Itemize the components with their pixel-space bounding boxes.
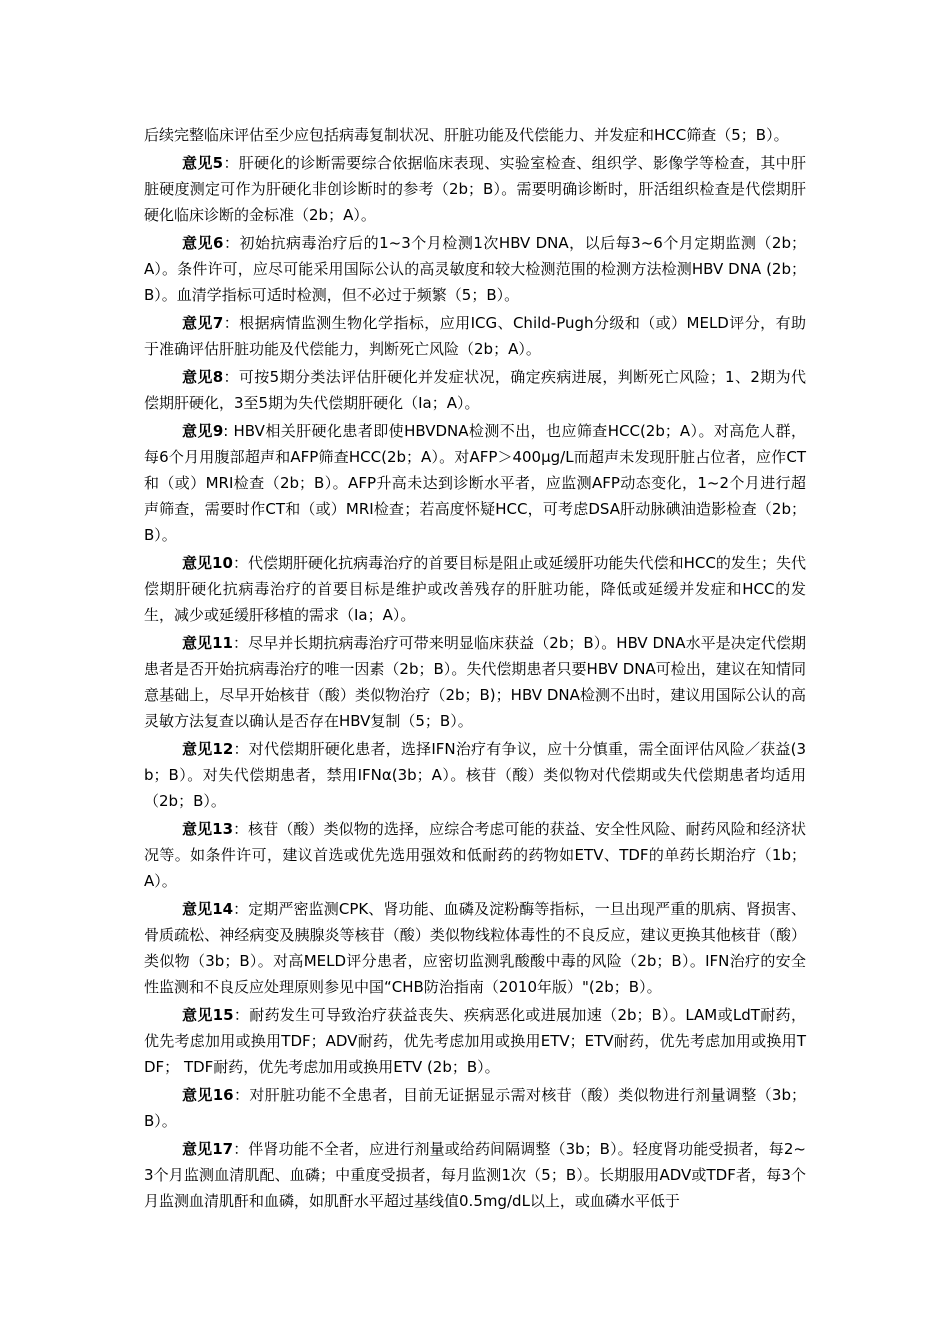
paragraph-text: 后续完整临床评估至少应包括病毒复制状况、肝脏功能及代偿能力、并发症和HCC筛查（5；B）。 [144, 126, 789, 144]
paragraph-text: ：耐药发生可导致治疗获益丧失、疾病恶化或进展加速（2b；B）。LAM或LdT耐药，优先考虑加用或换用TDF；ADV耐药，优先考虑加用或换用ETV；ETV耐药，优先考虑加用或换用TDF； TDF耐药，优先考虑加用或换用ETV (2b；B）。 [144, 1006, 806, 1076]
paragraph-opinion-16 [144, 1082, 806, 1134]
paragraph-text: ：初始抗病毒治疗后的1~3个月检测1次HBV DNA，以后每3~6个月定期监测（2b；A）。条件许可，应尽可能采用国际公认的高灵敏度和较大检测范围的检测方法检测HBV DNA (2b；B）。血清学指标可适时检测，但不必过于频繁（5；B）。 [144, 234, 807, 304]
paragraph-text: ：核苷（酸）类似物的选择，应综合考虑可能的获益、安全性风险、耐药风险和经济状况等。如条件许可，建议首选或优先选用强效和低耐药的药物如ETV、TDF的单药长期治疗（1b；A）。 [144, 820, 806, 890]
opinion-label: 意见8 [182, 368, 224, 386]
opinion-label: 意见15 [182, 1006, 234, 1024]
paragraph-opinion-5 [144, 150, 806, 228]
paragraph-text: ：肝硬化的诊断需要综合依据临床表现、实验室检查、组织学、影像学等检查，其中肝脏硬度测定可作为肝硬化非创诊断时的参考（2b；B）。需要明确诊断时，肝活组织检查是代偿期肝硬化临床诊断的金标准（2b；A）。 [144, 154, 806, 224]
paragraph-text: : HBV相关肝硬化患者即使HBVDNA检测不出，也应筛查HCC(2b；A）。对高危人群，每6个月用腹部超声和AFP筛查HCC(2b；A）。对AFP＞400μg/L而超声未发现肝脏占位者，应作CT和（或）MRI检查（2b；B）。AFP升高未达到诊断水平者，应监测AFP动态变化，1~2个月进行超声筛查，需要时作CT和（或）MRI检查；若高度怀疑HCC，可考虑DSA肝动脉碘油造影检查（2b；B）。 [144, 422, 806, 544]
opinion-label: 意见17 [182, 1140, 234, 1158]
opinion-label: 意见13 [182, 820, 234, 838]
paragraph-text: ：代偿期肝硬化抗病毒治疗的首要目标是阻止或延缓肝功能失代偿和HCC的发生；失代偿期肝硬化抗病毒治疗的首要目标是维护或改善残存的肝脏功能，降低或延缓并发症和HCC的发生，减少或延缓肝移植的需求（Ia；A）。 [144, 554, 806, 624]
paragraph-text: ：伴肾功能不全者，应进行剂量或给药间隔调整（3b；B）。轻度肾功能受损者，每2~3个月监测血清肌配、血磷；中重度受损者，每月监测1次（5；B）。长期服用ADV或TDF者，每3个月监测血清肌酐和血磷，如肌酐水平超过基线值0.5mg/dL以上，或血磷水平低于 [144, 1140, 806, 1210]
paragraph-opinion-15 [144, 1002, 806, 1080]
opinion-label: 意见14 [182, 900, 234, 918]
paragraph-opinion-11 [144, 630, 806, 734]
paragraph-opinion-9 [144, 418, 806, 548]
paragraph-opinion-17 [144, 1136, 806, 1214]
paragraph-text: ：尽早并长期抗病毒治疗可带来明显临床获益（2b；B）。HBV DNA水平是决定代偿期患者是否开始抗病毒治疗的唯一因素（2b；B）。失代偿期患者只要HBV DNA可检出，建议在知情同意基础上，尽早开始核苷（酸）类似物治疗（2b；B)；HBV DNA检测不出时，建议用国际公认的高灵敏方法复查以确认是否存在HBV复制（5；B）。 [144, 634, 807, 730]
paragraph-text: ：对肝脏功能不全患者，目前无证据显示需对核苷（酸）类似物进行剂量调整（3b；B）。 [144, 1086, 807, 1130]
paragraph-text: ：根据病情监测生物化学指标，应用ICG、Child-Pugh分级和（或）MELD评分，有助于准确评估肝脏功能及代偿能力，判断死亡风险（2b；A）。 [144, 314, 806, 358]
paragraph-continuation [144, 122, 806, 148]
paragraph-opinion-6 [144, 230, 806, 308]
paragraph-opinion-14 [144, 896, 806, 1000]
opinion-label: 意见10 [182, 554, 233, 572]
paragraph-text: ：对代偿期肝硬化患者，选择IFN治疗有争议，应十分慎重，需全面评估风险／获益(3b；B）。对失代偿期患者，禁用IFNα(3b；A）。核苷（酸）类似物对代偿期或失代偿期患者均适用（2b；B）。 [144, 740, 807, 810]
paragraph-text: ：可按5期分类法评估肝硬化并发症状况，确定疾病进展，判断死亡风险；1、2期为代偿期肝硬化，3至5期为失代偿期肝硬化（Ia；A）。 [144, 368, 806, 412]
opinion-label: 意见12 [182, 740, 234, 758]
document-page [144, 122, 806, 1216]
paragraph-opinion-8 [144, 364, 806, 416]
paragraph-opinion-12 [144, 736, 806, 814]
opinion-label: 意见5 [182, 154, 224, 172]
paragraph-text: ：定期严密监测CPK、肾功能、血磷及淀粉酶等指标，一旦出现严重的肌病、肾损害、骨质疏松、神经病变及胰腺炎等核苷（酸）类似物线粒体毒性的不良反应，建议更换其他核苷（酸）类似物（3b；B）。对高MELD评分患者，应密切监测乳酸酸中毒的风险（2b；B）。IFN治疗的安全性监测和不良反应处理原则参见中国“CHB防治指南（2010年版）"(2b；B）。 [144, 900, 807, 996]
opinion-label: 意见6 [182, 234, 224, 252]
opinion-label: 意见7 [182, 314, 224, 332]
opinion-label: 意见11 [182, 634, 233, 652]
opinion-label: 意见16 [182, 1086, 234, 1104]
paragraph-opinion-10 [144, 550, 806, 628]
paragraph-opinion-7 [144, 310, 806, 362]
opinion-label: 意见9 [182, 422, 224, 440]
paragraph-opinion-13 [144, 816, 806, 894]
